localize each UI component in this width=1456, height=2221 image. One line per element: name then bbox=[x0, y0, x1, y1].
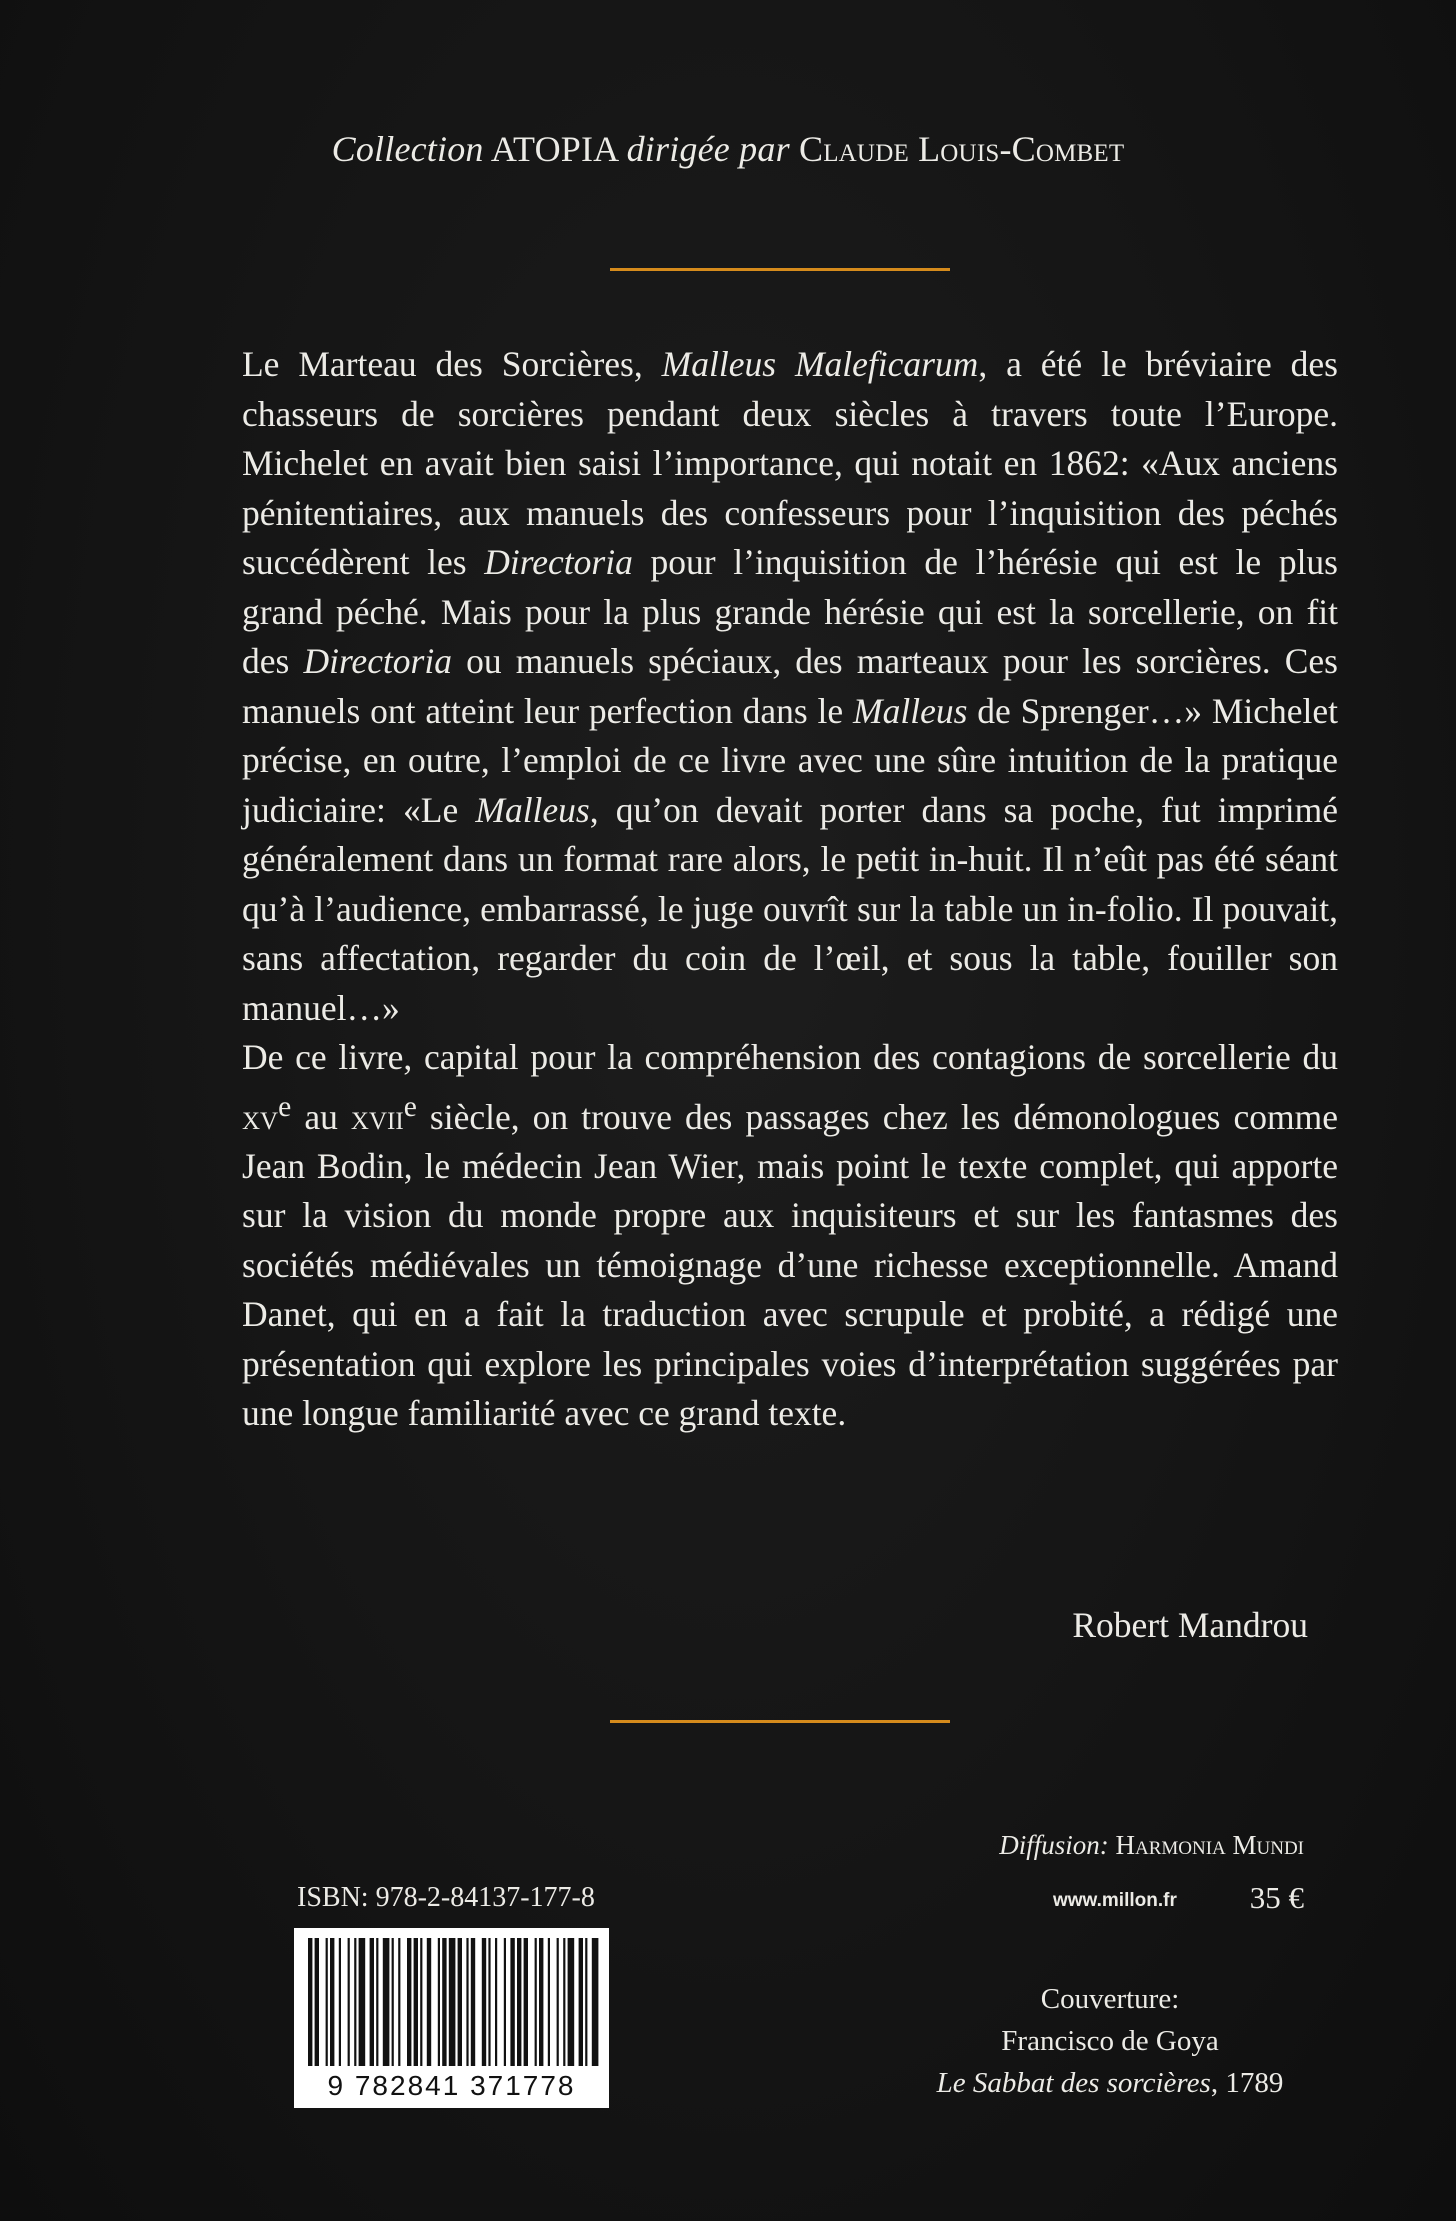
barcode bbox=[294, 1928, 609, 2108]
italic-run: Directoria bbox=[484, 542, 633, 582]
text-run: au bbox=[291, 1096, 351, 1137]
text-run: , a été le bréviaire des chasseurs de sorcières pendant deux siècles à travers toute l’Europe. Michelet en avait bien saisi l’importance, qui notait en 1862: «Aux anciens pénitentiaires, aux manuels des confesseurs pour l’inquisition des péchés succédèrent les bbox=[242, 344, 1338, 582]
bottom-divider-rule bbox=[610, 1720, 950, 1723]
blurb-text bbox=[242, 340, 1338, 1439]
distribution-line bbox=[999, 1830, 1304, 1861]
credits-artwork bbox=[900, 2062, 1320, 2104]
italic-run: Malleus bbox=[853, 690, 968, 731]
text-run: de Sprenger…» Michelet précise, en outre, l’emploi de ce livre avec une sûre intuition de la pratique judiciaire: «Le bbox=[242, 690, 1338, 830]
barcode-bars-graphic bbox=[306, 1938, 601, 2066]
price: 35 € bbox=[1249, 1880, 1304, 1915]
artwork-title: Le Sabbat des sorcières bbox=[936, 2067, 1211, 2099]
distribution-label: Diffusion: bbox=[999, 1830, 1109, 1860]
collection-director: Claude Louis-Combet bbox=[799, 129, 1125, 169]
superscript: e bbox=[278, 1090, 292, 1123]
text-run: pour l’inquisition de l’hérésie qui est le plus grand péché. Mais pour la plus grande hérésie qui est la sorcellerie, on fit des bbox=[242, 542, 1339, 681]
distribution-name: Harmonia Mundi bbox=[1115, 1830, 1304, 1860]
artwork-year: , 1789 bbox=[1210, 2067, 1284, 2099]
text-run: siècle, on trouve des passages chez les démonologues comme Jean Bodin, le médecin Jean Wier, mais point le texte complet, qui apporte sur la vision du monde propre aux inquisiteurs et sur les fantasmes des sociétés médiévales un témoignage d’une richesse exceptionnelle. Amand Danet, qui en a fait la traduction avec scrupule et probité, a rédigé une présentation qui explore les principales voies d’interprétation suggérées par une longue familiarité avec ce grand texte. bbox=[242, 1096, 1338, 1434]
isbn-text: ISBN: 978-2-84137-177-8 bbox=[297, 1882, 595, 1913]
collection-name: ATOPIA bbox=[490, 129, 618, 169]
barcode-digits: 9 782841 371778 bbox=[327, 2070, 576, 2101]
publisher-website: www.millon.fr bbox=[1053, 1890, 1177, 1911]
century-numeral: xv bbox=[242, 1096, 279, 1137]
collection-header bbox=[0, 128, 1456, 170]
text-run: ou manuels spéciaux, des marteaux pour les sorcières. Ces manuels ont atteint leur perfection dans le bbox=[242, 641, 1338, 731]
author-signature: Robert Mandrou bbox=[1072, 1605, 1308, 1645]
cover-credits bbox=[900, 1978, 1320, 2104]
text-run: , qu’on devait porter dans sa poche, fut imprimé généralement dans un format rare alors, le petit in-huit. Il n’eût pas été séant qu’à l’audience, embarrassé, le juge ouvrît sur la table un in-folio. Il pouvait, sans affectation, regarder du coin de l’œil, et sous la table, fouiller son manuel…» bbox=[242, 789, 1338, 1028]
superscript: e bbox=[403, 1090, 417, 1123]
blurb-paragraph-1 bbox=[242, 340, 1338, 1033]
collection-prefix: Collection bbox=[331, 129, 484, 169]
italic-run: Malleus Maleficarum bbox=[661, 344, 979, 384]
italic-run: Directoria bbox=[303, 641, 452, 681]
text-run: Le Marteau des Sorcières, bbox=[242, 344, 662, 384]
blurb-paragraph-2 bbox=[242, 1033, 1338, 1439]
text-run: De ce livre, capital pour la compréhension des contagions de sorcellerie du bbox=[242, 1037, 1338, 1077]
credits-artist: Francisco de Goya bbox=[1001, 2025, 1219, 2057]
collection-middle: dirigée par bbox=[626, 129, 790, 169]
top-divider-rule bbox=[610, 268, 950, 271]
century-numeral: xvii bbox=[350, 1096, 404, 1137]
credits-label: Couverture: bbox=[1040, 1983, 1180, 2015]
italic-run: Malleus bbox=[475, 789, 590, 830]
